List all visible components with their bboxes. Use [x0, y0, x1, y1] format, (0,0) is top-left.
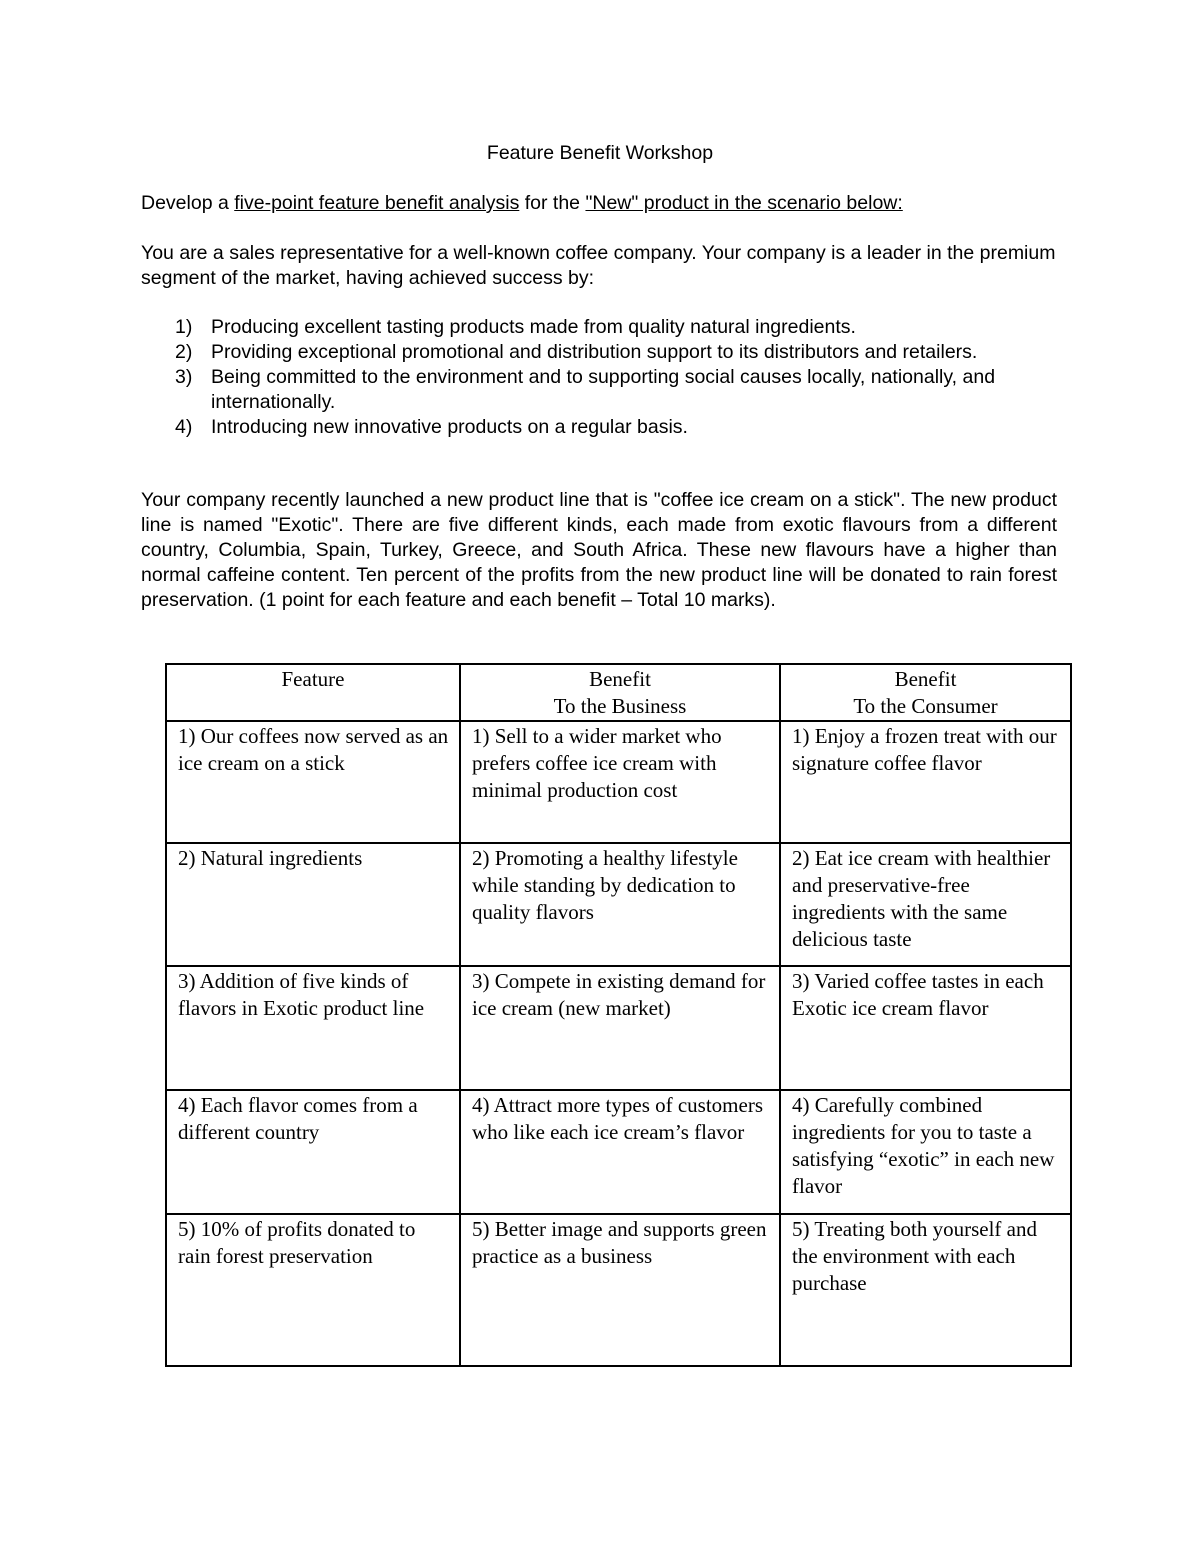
header-consumer-line1: Benefit: [894, 667, 957, 691]
list-item: [141, 315, 1061, 340]
header-feature: [166, 664, 460, 721]
feature-benefit-table: [165, 663, 1072, 1367]
business-benefit-cell: 4) Attract more types of customers who like each ice cream’s flavor: [460, 1090, 780, 1214]
table-header-row: [166, 664, 1071, 721]
consumer-benefit-cell: 4) Carefully combined ingredients for you to taste a satisfying “exotic” in each new flavor: [780, 1090, 1071, 1214]
feature-cell: 5) 10% of profits donated to rain forest preservation: [166, 1214, 460, 1366]
list-item-text: Producing excellent tasting products made from quality natural ingredients.: [211, 316, 856, 338]
table-row: [166, 966, 1071, 1090]
achievements-list: [141, 315, 1061, 440]
feature-cell: 3) Addition of five kinds of flavors in Exotic product line: [166, 966, 460, 1090]
table-row: [166, 843, 1071, 966]
table-row: [166, 721, 1071, 843]
instruction-middle: for the: [519, 192, 586, 214]
document-title: Feature Benefit Workshop: [486, 142, 714, 164]
consumer-benefit-cell: 3) Varied coffee tastes in each Exotic ice cream flavor: [780, 966, 1071, 1090]
feature-cell: 4) Each flavor comes from a different country: [166, 1090, 460, 1214]
business-benefit-cell: 1) Sell to a wider market who prefers coffee ice cream with minimal production cost: [460, 721, 780, 843]
product-paragraph: Your company recently launched a new product line that is "coffee ice cream on a stick". The new product line is named "Exotic". There are five different kinds, each made from exotic flavours from a different country, Columbia, Spain, Turkey, Greece, and South Africa. These new flavours have a higher than normal caffeine content. Ten percent of the profits from the new product line will be donated to rain forest preservation. (1 point for each feature and each benefit – Total 10 marks).: [141, 489, 1057, 611]
list-item-number: 2): [175, 341, 193, 363]
list-item-number: 3): [175, 366, 193, 388]
header-benefit-business: [460, 664, 780, 721]
scenario-paragraph: You are a sales representative for a well-known coffee company. Your company is a leader in the premium segment of the market, having achieved success by:: [141, 242, 1056, 289]
business-benefit-cell: 5) Better image and supports green practice as a business: [460, 1214, 780, 1366]
consumer-benefit-cell: 2) Eat ice cream with healthier and preservative-free ingredients with the same delicious taste: [780, 843, 1071, 966]
feature-cell: 1) Our coffees now served as an ice cream on a stick: [166, 721, 460, 843]
instruction-line: [141, 191, 903, 216]
list-item: [141, 365, 1061, 415]
header-consumer-line2: To the Consumer: [853, 694, 998, 718]
header-benefit-consumer: [780, 664, 1071, 721]
instruction-underlined-product: "New" product in the scenario below:: [585, 192, 903, 214]
business-benefit-cell: 3) Compete in existing demand for ice cream (new market): [460, 966, 780, 1090]
list-item: [141, 340, 1061, 365]
feature-cell: 2) Natural ingredients: [166, 843, 460, 966]
header-business-line2: To the Business: [553, 694, 687, 718]
list-item-text: Being committed to the environment and to supporting social causes locally, nationally, and internationally.: [211, 366, 996, 413]
list-item-text: Providing exceptional promotional and distribution support to its distributors and retailers.: [211, 341, 978, 363]
list-item-number: 1): [175, 316, 193, 338]
list-item-number: 4): [175, 416, 193, 438]
business-benefit-cell: 2) Promoting a healthy lifestyle while standing by dedication to quality flavors: [460, 843, 780, 966]
table-row: [166, 1090, 1071, 1214]
consumer-benefit-cell: 1) Enjoy a frozen treat with our signature coffee flavor: [780, 721, 1071, 843]
instruction-underlined-analysis: five-point feature benefit analysis: [234, 192, 520, 214]
header-feature-label: Feature: [281, 667, 345, 691]
list-item-text: Introducing new innovative products on a regular basis.: [211, 416, 688, 438]
list-item: [141, 415, 1061, 440]
instruction-prefix: Develop a: [141, 192, 235, 214]
consumer-benefit-cell: 5) Treating both yourself and the environment with each purchase: [780, 1214, 1071, 1366]
header-business-line1: Benefit: [589, 667, 651, 691]
table-row: [166, 1214, 1071, 1366]
